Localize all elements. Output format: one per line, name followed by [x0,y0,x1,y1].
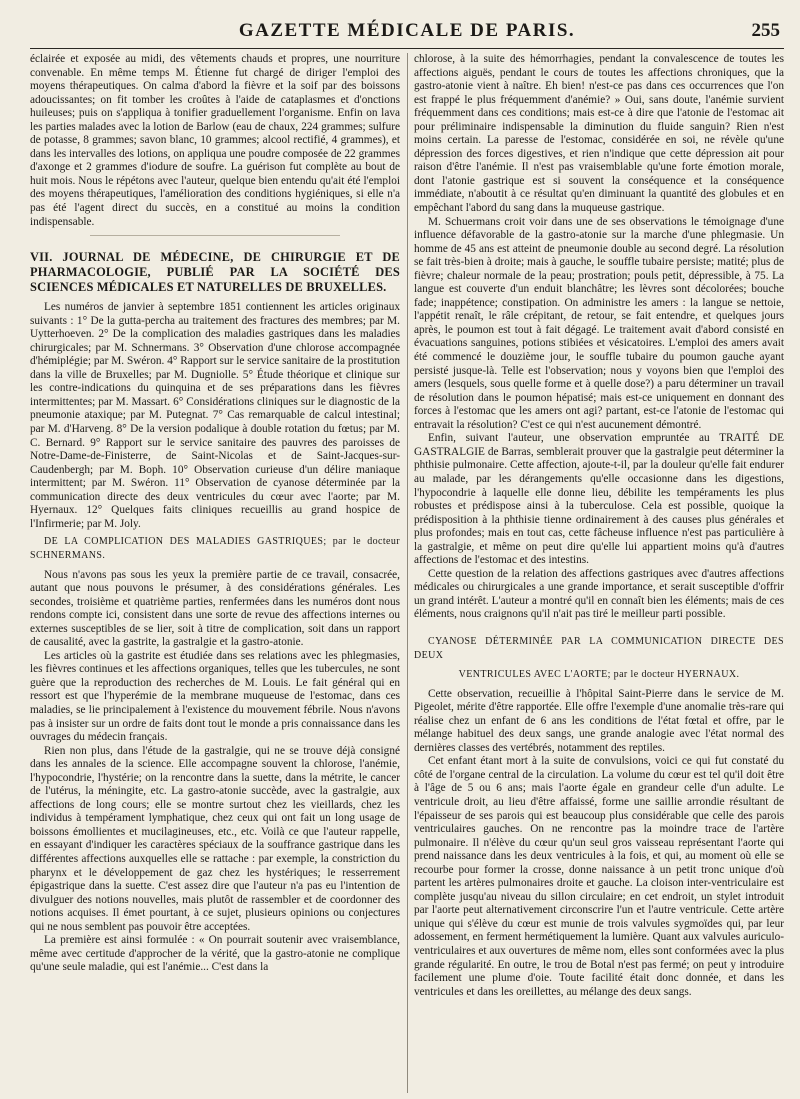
article-subheading: CYANOSE DÉTERMINÉE PAR LA COMMUNICATION DIRECTE DES DEUX [414,635,784,661]
text-columns [30,53,784,1093]
spacer [414,622,784,631]
contents-list: Les numéros de janvier à septembre 1851 contiennent les articles originaux suivants : 1° De la gutta-percha au traitement des fractures des membres; par M. Uytterhoeven. 2° De la complication des maladies gastriques dans les maladies chirurgicales; par M. Schnermans. 3° Observation d'une chlorose accompagnée d'hémiplégie; par M. Swéron. 4° Rapport sur le service sanitaire de la prostitution dans la ville de Bruxelles; par M. Dugniolle. 5° Étude théorique et clinique sur les contre-indications du quinquina et de ses préparations dans les fièvres intermittentes; par M. Massart. 6° Considérations cliniques sur le diagnostic de la pneumonie ataxique; par M. Putegnat. 7° Cas remarquable de calcul intestinal; par M. d'Harveng. 8° De la version podalique à double rotation du fœtus; par M. C. Bernard. 9° Rapport sur le service sanitaire des pauvres des paroisses de Notre-Dame-de-Finisterre, de Saint-Nicolas et de Saint-Jacques-sur-Caudenbergh; par M. Boph. 10° Observation curieuse d'un délire maniaque intermittent; par M. Swéron. 11° Observation de cyanose déterminée par la communication directe des deux ventricules du cœur avec l'aorte; par M. Hyernaux. 12° Quelques faits cliniques recueillis au grand hospice de l'Infirmerie; par M. Joly. [30,301,400,530]
paragraph: Les articles où la gastrite est étudiée dans ses relations avec les phlegmasies, les fièvres continues et les affections organiques, telles que les tubercules, ne sont guère que la reproduction des recherches de M. Louis. Le fait général qui en ressort est que l'hyperémie de la membrane muqueuse de l'estomac, dans ces maladies, se lie principalement à l'existence du mouvement fébrile. Nous n'avons pas à insister sur un ordre de faits dont tout le monde a pris connaissance dans les ouvrages du médecin français. [30,649,400,744]
right-column [414,53,784,1093]
paragraph: chlorose, à la suite des hémorrhagies, pendant la convalescence de toutes les affections aiguës, pendant le cours de toutes les affections chroniques, que la gastro-atonie vient à naître. Eh bien! n'est-ce pas dans ces occurrences que l'on est frappé le plus fréquemment d'anémie? » Oui, sans doute, l'anémie survient fréquemment dans ces conditions; mais est-ce à dire que l'atonie de l'estomac ait pour préliminaire indispensable la diminution du fluide sanguin? Rien n'est moins certain. La paresse de l'estomac, considérée en soi, ne révèle qu'une dépression des forces digestives, et rien n'indique que cette dépression ait pour raison d'être l'anémie. Il n'est pas vraisemblable qu'une forte émotion morale, dont l'atonie gastrique est si souvent la conséquence et la conséquence immédiate, n'aboutit à ce résultat qu'en diminuant la quantité des globules et en empêchant l'abord du sang dans la muqueuse gastrique. [414,53,784,215]
paragraph: Rien non plus, dans l'étude de la gastralgie, qui ne se trouve déjà consigné dans les annales de la science. Elle accompagne souvent la chlorose, l'anémie, l'hypocondrie, l'hystérie; on la rencontre dans la suette, dans la métrite, le cancer de l'utérus, la méningite, etc. La gastro-atonie succède, avec la gastralgie, aux affections de long cours; elle se montre surtout chez les vieillards, chez les individus à tempérament lymphatique, chez ceux qui ont fait un long usage de boissons émollientes et mucilagineuses, etc., etc. Voilà ce que l'auteur rappelle, en essayant d'indiquer les caractères spéciaux de la souffrance gastrique dans les différentes affections auxquelles elle se rattache : par exemple, la constriction du pharynx et le développement de gaz chez les hystériques; le resserrement épigastrique dans la suette. C'est assez dire que l'auteur n'a pas eu l'intention de divulguer des notions nouvelles, mais plutôt de rassembler et de coordonner des notions acquises. Il émet pourtant, à ce sujet, plusieurs opinions ou conjectures qui ne nous semblent pas pouvoir être acceptées. [30,744,400,933]
paragraph: éclairée et exposée au midi, des vêtements chauds et propres, une nourriture convenable. En même temps M. Étienne fut chargé de diriger l'emploi des moyens thérapeutiques. On calma d'abord la fièvre et la soif par des boissons adoucissantes; on fit tomber les croûtes à l'aide de cataplasmes et d'onctions huileuses; puis on s'appliqua à tonifier graduellement l'organisme. Enfin on lava les parties malades avec la lotion de Barlow (eau de chaux, 224 grammes; sulfure de potasse, 8 grammes; savon blanc, 10 grammes; alcool rectifié, 4 grammes), et dans les intervalles des lotions, on appliqua une poudre composée de 22 grammes d'axonge et 2 grammes d'iodure de soufre. La guérison fut complète au bout de huit mois. Nous le répétons avec l'auteur, quelque bien entendu qu'ait été l'emploi des moyens thérapeutiques, l'amélioration des conditions hygiéniques, si elle n'a pas été l'agent direct du succès, en a constitué au moins la condition indispensable. [30,53,400,228]
left-column [30,53,400,1093]
paragraph: Cet enfant étant mort à la suite de convulsions, voici ce qui fut constaté du côté de l'organe central de la circulation. La volume du cœur est tel qu'il doit être à l'âge de 5 ou 6 ans; mais l'aorte égale en grandeur celle d'un adulte. Le ventricule droit, au lieu d'être affaissé, forme une saillie arrondie résultant de l'épaisseur de ses parois qui est beaucoup plus considérable que celle des parois ventriculaires gauches. On ne rencontre pas la moindre trace de l'artère pulmonaire. Il n'élève du cœur qu'un seul gros vaisseau représentant l'aorte qui prend naissance dans les deux ventricules à la fois, et qui, au moment où elle se recourbe pour former la crosse, donne naissance à un petit tronc unique d'où partent les artères pulmonaires droite et gauche. La cloison inter-ventriculaire est complète jusqu'au niveau du sillon circulaire; en cet endroit, un stylet introduit par l'aorte peut alternativement circonscrire l'un et l'autre ventricule. Cette artère unique qui s'élève du cœur est munie de trois valvules sygmoïdes qui, par leur adossement, en ferment hermétiquement la lumière. Quant aux valvules auriculo-ventriculaires et aux ouvertures de même nom, elles sont conformées avec la plus grande régularité. En outre, le trou de Botal n'est pas fermé; on peut y introduire facilement une plume d'oie. Toute facilité était donc donnée, et dans les ventricules et dans les oreillettes, au mélange des deux sangs. [414,755,784,998]
article-subheading: DE LA COMPLICATION DES MALADIES GASTRIQUES; par le docteur SCHNERMANS. [30,536,400,561]
page-header [30,18,784,49]
page-number: 255 [751,20,780,41]
paragraph: La première est ainsi formulée : « On pourrait soutenir avec vraisemblance, même avec certitude d'approcher de la vérité, que la gastro-atonie ne complique qu'une seule maladie, qui est l'anémie... C'est dans la [30,934,400,974]
article-subheading-continued: VENTRICULES AVEC L'AORTE; par le docteur HYERNAUX. [458,669,740,681]
section-heading: VII. JOURNAL DE MÉDECINE, DE CHIRURGIE ET DE PHARMACOLOGIE, PUBLIÉ PAR LA SOCIÉTÉ DES SCIENCES MÉDICALES ET NATURELLES DE BRUXELLES. [30,250,400,295]
paragraph: M. Schuermans croit voir dans une de ses observations le témoignage d'une influence défavorable de la gastro-atonie sur la marche d'une phlegmasie. Un homme de 45 ans est atteint de pneumonie double au second degré. La résolution se fait très-bien à droite; mais à gauche, le souffle tubaire persiste; matité; plus de fièvre; chaleur normale de la peau; prostration; pouls petit, dépressible, à 75. La langue est couverte d'un enduit blanchâtre; les lèvres sont décolorées; bouche fade; inappétence; constipation. On administre les amers : la langue se nettoie, l'appétit renaît, le râle crépitant, de retour, se fait entendre, et quelques jours après, le poumon est tout à fait dégagé. Le traitement avait d'abord consisté en évacuations sanguines, potions stibiées et vésicatoires. L'emploi des amers avait été commencé le douzième jour, le souffle tubaire du poumon gauche ayant persisté jusque-là. Telle est l'observation; nous y voyons bien que l'emploi des amers (lesquels, sous quelle forme et à quelle dose?) a paru déterminer un travail de résolution dans le poumon hépatisé; mais est-ce uniquement en donnant des forces à l'estomac que les amers ont agi? partant, est-ce l'atonie de l'estomac qui entravait la résolution? C'est ce qui n'est aucunement démontré. [414,215,784,431]
journal-title: GAZETTE MÉDICALE DE PARIS. [238,20,576,41]
paragraph: Cette question de la relation des affections gastriques avec d'autres affections médicales ou chirurgicales a une grande importance, et serait susceptible d'offrir un grand intérêt. L'auteur a montré qu'il en connaît bien les éléments; mais de ces éléments, nous craignons qu'il n'ait pas tiré le meilleur parti possible. [414,567,784,621]
paragraph: Enfin, suivant l'auteur, une observation empruntée au TRAITÉ DE GASTRALGIE de Barras, semblerait prouver que la gastralgie peut déterminer la phthisie pulmonaire. Cette affection, ajoute-t-il, par la douleur qu'elle fait endurer au malade, par les dérangements qu'elle occasionne dans les digestions, l'hypocondrie à laquelle elle donne lieu, débilite les tempéraments les plus robustes et prédispose ainsi à la tuberculose. Cela est possible, quoique la prédisposition à la phthisie tienne ordinairement à des causes plus générales et plus profondes; mais en tout cas, cette fâcheuse influence n'est pas particulière à la gastralgie, et même on peut dire qu'elle lui appartient moins qu'à d'autres affections de l'estomac et des intestins. [414,432,784,567]
paragraph: Cette observation, recueillie à l'hôpital Saint-Pierre dans le service de M. Pigeolet, mérite d'être rapportée. Elle offre l'exemple d'une anomalie très-rare qui réalise chez un enfant de 6 ans les conditions de l'état fœtal et offre, par le mélange habituel des deux sangs, une grande analogie avec l'état normal des dernières classes des vertébrés, notamment des reptiles. [414,687,784,754]
paragraph: Nous n'avons pas sous les yeux la première partie de ce travail, consacrée, autant que nous pouvons le présumer, à des considérations générales. Les secondes, troisième et quatrième parties, renfermées dans les numéros dont nous rendons compte ici, consistent dans une sorte de revue des affections internes ou externes susceptibles de se lier, soit à titre de complication, soit dans un rapport de causalité, avec la gastrite, la gastralgie et la gastro-atonie. [30,568,400,649]
divider [90,235,340,244]
